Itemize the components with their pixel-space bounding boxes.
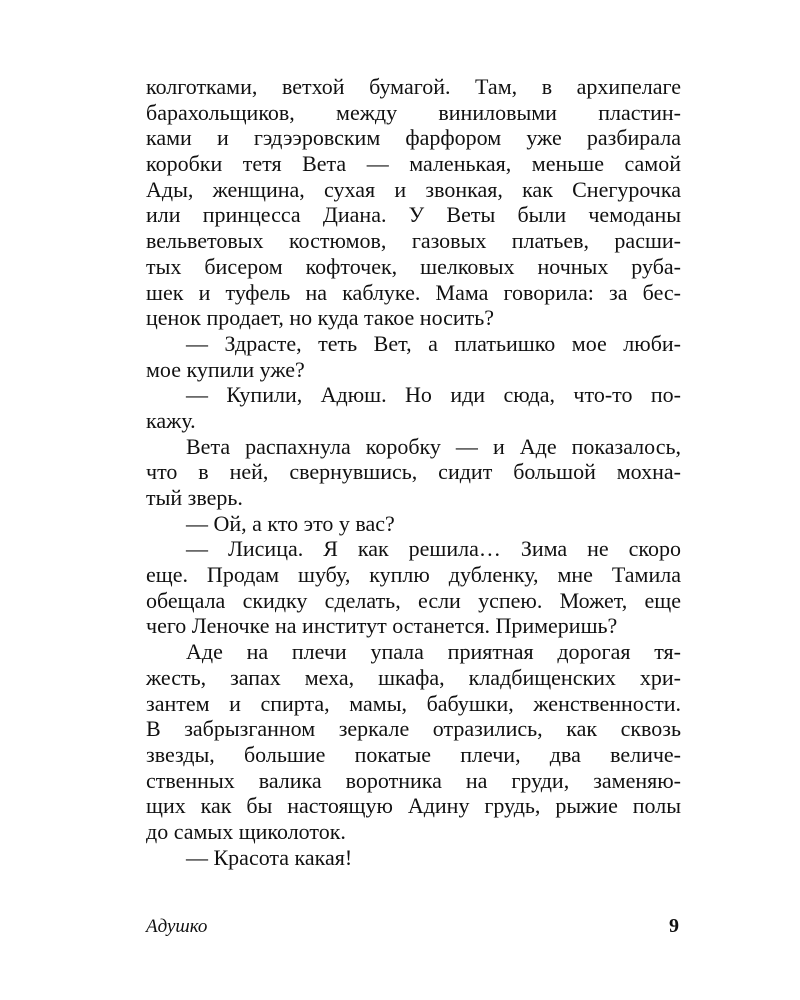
text-line: Ады, женщина, сухая и звонкая, как Снегурочка bbox=[146, 176, 681, 202]
running-title: Адушко bbox=[146, 916, 208, 937]
text-line: зантем и спирта, мамы, бабушки, женственности. bbox=[146, 690, 681, 716]
text-line: В забрызганном зеркале отразились, как сквозь bbox=[146, 716, 681, 742]
text-line: щих как бы настоящую Адину грудь, рыжие полы bbox=[146, 793, 681, 819]
text-line: коробки тетя Вета — маленькая, меньше самой bbox=[146, 151, 681, 177]
page-number: 9 bbox=[669, 915, 679, 937]
body-text bbox=[146, 74, 681, 870]
text-line: ственных валика воротника на груди, заменяю- bbox=[146, 767, 681, 793]
text-line: или принцесса Диана. У Веты были чемоданы bbox=[146, 202, 681, 228]
text-line: до самых щиколоток. bbox=[146, 818, 346, 844]
text-line: мое купили уже? bbox=[146, 356, 305, 382]
dialogue-line: — Здрасте, теть Вет, а платьишко мое люби- bbox=[186, 330, 681, 356]
dialogue-line: — Красота какая! bbox=[186, 844, 353, 870]
dialogue-line: — Лисица. Я как решила… Зима не скоро bbox=[186, 536, 681, 562]
text-line: что в ней, свернувшись, сидит большой мохна- bbox=[146, 459, 681, 485]
text-line: колготками, ветхой бумагой. Там, в архипелаге bbox=[146, 74, 681, 99]
paragraph-first-line: Вета распахнула коробку — и Аде показалось, bbox=[186, 433, 681, 459]
text-line: тый зверь. bbox=[146, 485, 243, 510]
text-line: звезды, большие покатые плечи, два величе- bbox=[146, 741, 681, 767]
text-line: шек и туфель на каблуке. Мама говорила: за бес- bbox=[146, 279, 681, 305]
text-line: еще. Продам шубу, куплю дубленку, мне Тамила bbox=[146, 562, 681, 588]
text-line: ками и гэдээровским фарфором уже разбирала bbox=[146, 125, 681, 151]
text-line: барахольщиков, между виниловыми пластин- bbox=[146, 99, 681, 125]
text-line: обещала скидку сделать, если успею. Может, еще bbox=[146, 587, 681, 613]
text-line: ценок продает, но куда такое носить? bbox=[146, 305, 495, 331]
text-line: жесть, запах меха, шкафа, кладбищенских хри- bbox=[146, 664, 681, 690]
dialogue-line: — Купили, Адюш. Но иди сюда, что-то по- bbox=[186, 382, 681, 408]
dialogue-line: — Ой, а кто это у вас? bbox=[186, 510, 395, 536]
paragraph-first-line: Аде на плечи упала приятная дорогая тя- bbox=[186, 639, 681, 665]
text-line: тых бисером кофточек, шелковых ночных руба- bbox=[146, 253, 681, 279]
text-line: вельветовых костюмов, газовых платьев, расши- bbox=[146, 228, 681, 254]
text-line: кажу. bbox=[146, 407, 196, 433]
text-line: чего Леночке на институт останется. Примеришь? bbox=[146, 613, 618, 639]
